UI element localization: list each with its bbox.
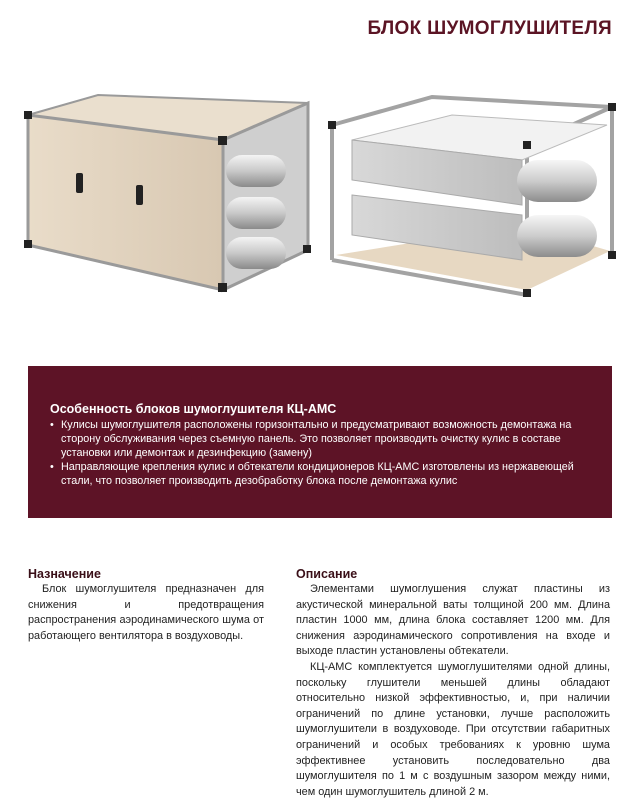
- feature-item: • Кулисы шумоглушителя расположены горизонтально и предусматривают возможность демонтажа на сторону обслуживания через съемную панель. Это позволяет производить очистку кулис в составе установки или демонтаж и дезинфекцию (замену): [50, 418, 598, 460]
- silencer-open-photo: [322, 85, 622, 300]
- feature-item: • Направляющие крепления кулис и обтекатели кондиционеров КЦ-АМС изготовлены из нержавеющей стали, что позволяет производить дезобработку блока после демонтажа кулис: [50, 460, 598, 488]
- features-title: Особенность блоков шумоглушителя КЦ-АМС: [50, 402, 337, 416]
- page-title: БЛОК ШУМОГЛУШИТЕЛЯ: [367, 18, 612, 39]
- purpose-heading: Назначение: [28, 567, 101, 581]
- purpose-section: [28, 566, 264, 644]
- features-panel: [28, 366, 612, 518]
- silencer-closed-photo: [18, 85, 318, 300]
- features-list: [50, 418, 598, 488]
- description-paragraph: КЦ-АМС комплектуется шумоглушителями одной длины, поскольку глушители меньшей длины обладают относительно низкой эффективностью, и, при наличии ограничений по длине установки, лучше расположить шумоглушители в воздуховоде. При отсутствии габаритных ограничений и особых требованиях к уровню шума эффективнее установить последовательно два шумоглушителя по 1 м с воздушным зазором между ними, чем один шумоглушитель длиной 2 м.: [296, 660, 610, 798]
- description-section: [296, 566, 610, 800]
- description-paragraph: Элементами шумоглушения служат пластины из акустической минеральной ваты толщиной 200 мм. Длина пластин 1000 мм, длина блока составляет 1200 мм. Для снижения аэродинамического сопротивления на входе и выходе пластин установлены обтекатели.: [296, 583, 610, 658]
- purpose-text: Блок шумоглушителя предназначен для снижения и предотвращения распространения аэродинамического шума от работающего вентилятора в воздуховоды.: [28, 583, 264, 642]
- description-heading: Описание: [296, 567, 358, 581]
